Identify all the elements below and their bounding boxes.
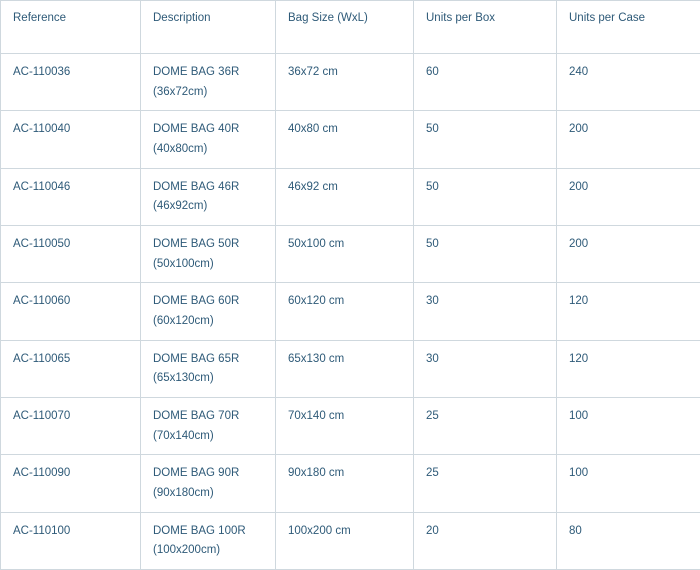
- cell-reference: AC-110046: [1, 168, 141, 225]
- cell-bag-size: 60x120 cm: [276, 283, 414, 340]
- cell-units-per-box: 60: [414, 54, 557, 111]
- table-row: [1, 512, 700, 569]
- cell-units-per-box: 30: [414, 340, 557, 397]
- cell-units-per-case: 80: [557, 512, 700, 569]
- table-row: [1, 226, 700, 283]
- cell-bag-size: 90x180 cm: [276, 455, 414, 512]
- cell-units-per-box: 20: [414, 512, 557, 569]
- cell-description: [141, 283, 276, 340]
- cell-reference: AC-110100: [1, 512, 141, 569]
- cell-description: [141, 398, 276, 455]
- description-name: DOME BAG 70R: [153, 408, 265, 425]
- cell-description: [141, 340, 276, 397]
- table-row: [1, 340, 700, 397]
- cell-units-per-box: 30: [414, 283, 557, 340]
- description-dimensions: (50x100cm): [153, 256, 265, 273]
- cell-units-per-case: 240: [557, 54, 700, 111]
- description-dimensions: (40x80cm): [153, 141, 265, 158]
- description-dimensions: (36x72cm): [153, 84, 265, 101]
- cell-units-per-box: 50: [414, 168, 557, 225]
- cell-units-per-case: 120: [557, 283, 700, 340]
- cell-units-per-case: 100: [557, 398, 700, 455]
- column-header-bag-size: Bag Size (WxL): [276, 1, 414, 54]
- cell-bag-size: 36x72 cm: [276, 54, 414, 111]
- description-dimensions: (46x92cm): [153, 198, 265, 215]
- table-row: [1, 54, 700, 111]
- column-header-units-per-case: Units per Case: [557, 1, 700, 54]
- table-header-row: [1, 1, 700, 54]
- table-row: [1, 398, 700, 455]
- cell-description: [141, 512, 276, 569]
- cell-reference: AC-110040: [1, 111, 141, 168]
- description-name: DOME BAG 100R: [153, 523, 265, 540]
- cell-description: [141, 455, 276, 512]
- description-name: DOME BAG 40R: [153, 121, 265, 138]
- column-header-description: Description: [141, 1, 276, 54]
- cell-description: [141, 54, 276, 111]
- description-dimensions: (60x120cm): [153, 313, 265, 330]
- cell-bag-size: 65x130 cm: [276, 340, 414, 397]
- table-header: [1, 1, 700, 54]
- cell-units-per-case: 200: [557, 168, 700, 225]
- cell-reference: AC-110036: [1, 54, 141, 111]
- description-name: DOME BAG 60R: [153, 293, 265, 310]
- cell-units-per-box: 25: [414, 455, 557, 512]
- description-name: DOME BAG 90R: [153, 465, 265, 482]
- description-name: DOME BAG 50R: [153, 236, 265, 253]
- table-row: [1, 111, 700, 168]
- cell-units-per-case: 120: [557, 340, 700, 397]
- column-header-reference: Reference: [1, 1, 141, 54]
- cell-description: [141, 168, 276, 225]
- description-name: DOME BAG 46R: [153, 179, 265, 196]
- cell-bag-size: 70x140 cm: [276, 398, 414, 455]
- description-dimensions: (70x140cm): [153, 428, 265, 445]
- table-row: [1, 455, 700, 512]
- cell-description: [141, 226, 276, 283]
- cell-bag-size: 46x92 cm: [276, 168, 414, 225]
- cell-units-per-case: 200: [557, 226, 700, 283]
- cell-bag-size: 100x200 cm: [276, 512, 414, 569]
- cell-description: [141, 111, 276, 168]
- cell-bag-size: 40x80 cm: [276, 111, 414, 168]
- cell-bag-size: 50x100 cm: [276, 226, 414, 283]
- cell-reference: AC-110060: [1, 283, 141, 340]
- table-row: [1, 283, 700, 340]
- cell-reference: AC-110090: [1, 455, 141, 512]
- description-name: DOME BAG 65R: [153, 351, 265, 368]
- cell-units-per-box: 25: [414, 398, 557, 455]
- description-dimensions: (100x200cm): [153, 542, 265, 559]
- cell-units-per-box: 50: [414, 226, 557, 283]
- description-dimensions: (90x180cm): [153, 485, 265, 502]
- cell-reference: AC-110050: [1, 226, 141, 283]
- cell-units-per-case: 100: [557, 455, 700, 512]
- description-dimensions: (65x130cm): [153, 370, 265, 387]
- cell-reference: AC-110070: [1, 398, 141, 455]
- table-body: [1, 54, 700, 570]
- column-header-units-per-box: Units per Box: [414, 1, 557, 54]
- cell-units-per-box: 50: [414, 111, 557, 168]
- cell-reference: AC-110065: [1, 340, 141, 397]
- table-row: [1, 168, 700, 225]
- description-name: DOME BAG 36R: [153, 64, 265, 81]
- cell-units-per-case: 200: [557, 111, 700, 168]
